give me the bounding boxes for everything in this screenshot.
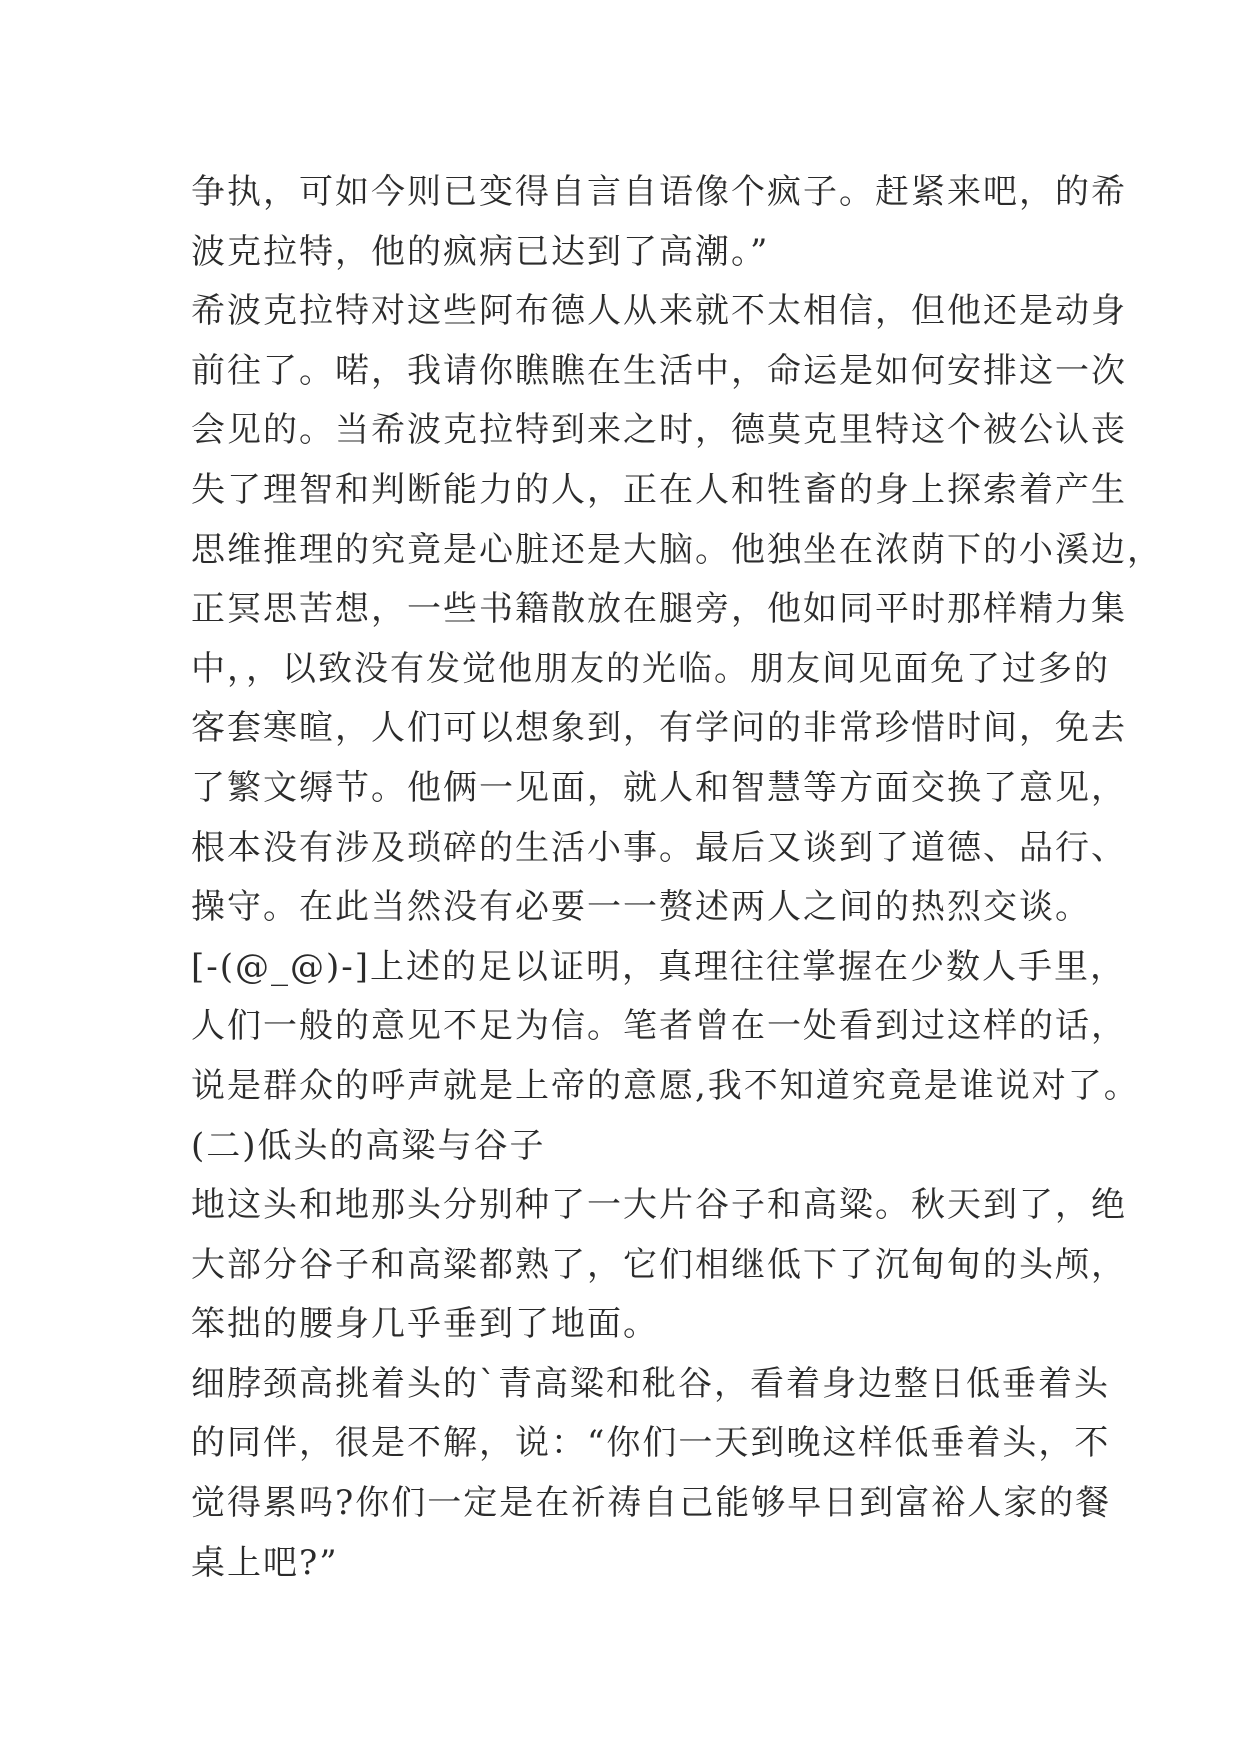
- text-line: 了繁文缛节。他俩一见面，就人和智慧等方面交换了意见，: [191, 767, 1127, 808]
- text-line: 操守。在此当然没有必要一一赘述两人之间的热烈交谈。: [191, 887, 1091, 928]
- text-line: 细脖颈高挑着头的`青高粱和秕谷，看着身边整日低垂着头: [191, 1363, 1110, 1404]
- text-line: 波克拉特，他的疯病已达到了高潮。”: [191, 231, 770, 272]
- text-line: 笨拙的腰身几乎垂到了地面。: [191, 1304, 659, 1345]
- text-line: 觉得累吗?你们一定是在祈祷自己能够早日到富裕人家的餐: [191, 1483, 1112, 1524]
- text-line: 失了理智和判断能力的人，正在人和牲畜的身上探索着产生: [191, 469, 1127, 510]
- text-line: 说是群众的呼声就是上帝的意愿,我不知道究竟是谁说对了。: [191, 1065, 1140, 1106]
- text-line: [-(@_@)-]上述的足以证明，真理往往掌握在少数人手里，: [191, 946, 1127, 987]
- body-text: [191, 163, 1163, 1593]
- text-line: 正冥思苦想，一些书籍散放在腿旁，他如同平时那样精力集: [191, 589, 1127, 630]
- text-line: 桌上吧?”: [191, 1542, 339, 1583]
- section-heading: (二)低头的高粱与谷子: [191, 1125, 546, 1166]
- text-line: 会见的。当希波克拉特到来之时，德莫克里特这个被公认丧: [191, 410, 1127, 451]
- text-line: 争执，可如今则已变得自言自语像个疯子。赶紧来吧，的希: [191, 172, 1127, 212]
- text-line: 人们一般的意见不足为信。笔者曾在一处看到过这样的话，: [191, 1006, 1127, 1047]
- text-line: 根本没有涉及琐碎的生活小事。最后又谈到了道德、品行、: [191, 827, 1127, 868]
- text-line: 客套寒暄，人们可以想象到，有学问的非常珍惜时间，免去: [191, 708, 1127, 749]
- text-line: 希波克拉特对这些阿布德人从来就不太相信，但他还是动身: [191, 291, 1127, 332]
- text-line: 中，，以致没有发觉他朋友的光临。朋友间见面免了过多的: [191, 648, 1110, 689]
- text-line: 的同伴，很是不解，说：“你们一天到晚这样低垂着头，不: [191, 1423, 1111, 1464]
- text-line: 地这头和地那头分别种了一大片谷子和高粱。秋天到了，绝: [191, 1185, 1127, 1226]
- text-line: 前往了。喏，我请你瞧瞧在生活中，命运是如何安排这一次: [191, 350, 1127, 391]
- text-line: 大部分谷子和高粱都熟了，它们相继低下了沉甸甸的头颅，: [191, 1244, 1127, 1285]
- text-line: 思维推理的究竟是心脏还是大脑。他独坐在浓荫下的小溪边，: [191, 529, 1163, 570]
